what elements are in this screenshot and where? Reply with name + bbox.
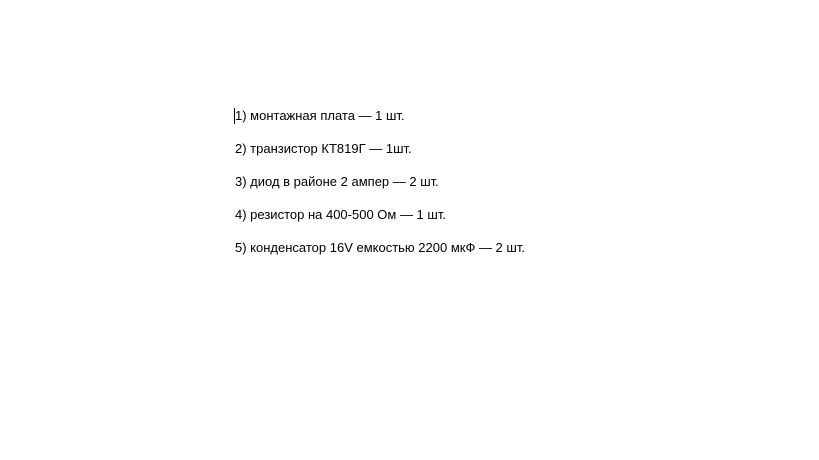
- list-item-text: 5) конденсатор 16V емкостью 2200 мкФ — 2 шт.: [235, 240, 525, 255]
- list-item-text: 2) транзистор КТ819Г — 1шт.: [235, 141, 412, 156]
- list-item-text: 3) диод в районе 2 ампер — 2 шт.: [235, 174, 439, 189]
- list-item[interactable]: [235, 173, 795, 191]
- list-item-text: 1) монтажная плата — 1 шт.: [235, 108, 405, 123]
- list-item-text: 4) резистор на 400-500 Ом — 1 шт.: [235, 207, 446, 222]
- list-item[interactable]: [235, 239, 795, 257]
- text-cursor: [234, 108, 235, 124]
- document-body[interactable]: [235, 107, 795, 272]
- list-item[interactable]: [235, 140, 795, 158]
- list-item[interactable]: [235, 206, 795, 224]
- list-item[interactable]: [235, 107, 795, 125]
